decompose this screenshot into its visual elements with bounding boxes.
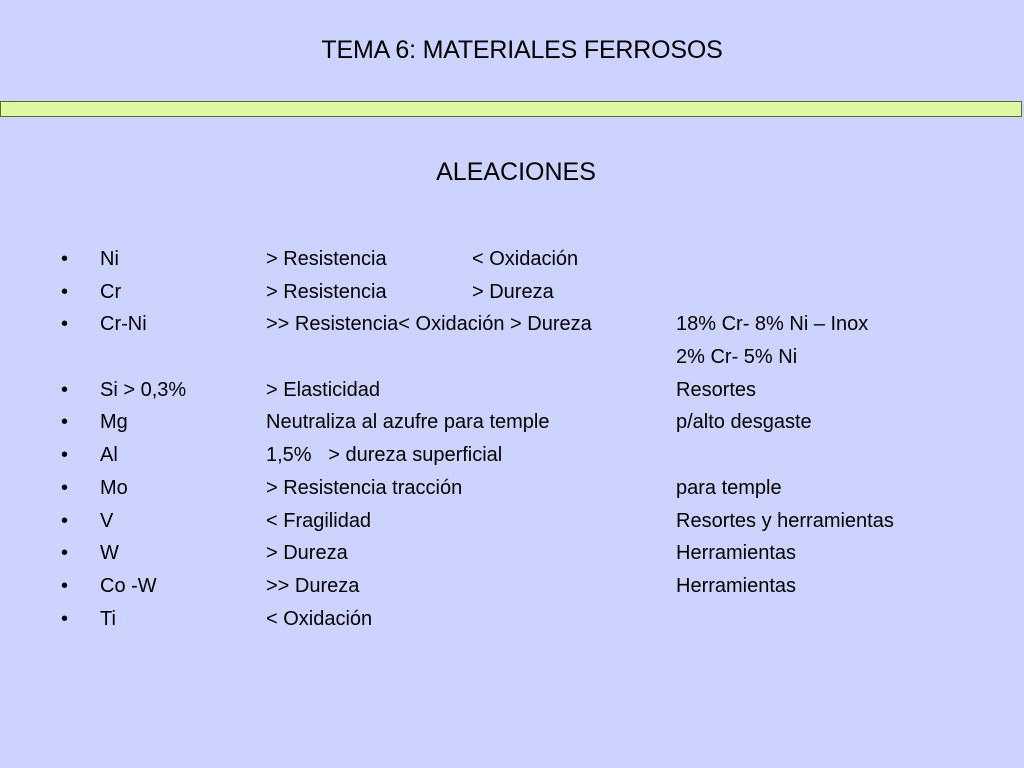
alloy-element: Cr <box>100 280 122 303</box>
alloy-element: Ti <box>100 607 116 630</box>
list-item <box>0 540 1024 573</box>
alloy-application: 18% Cr- 8% Ni – Inox <box>676 313 869 336</box>
bullet: • <box>61 444 69 467</box>
bullet: • <box>61 607 69 630</box>
alloy-effect: > Dureza <box>266 542 348 565</box>
alloy-element: W <box>100 542 119 565</box>
list-item <box>0 573 1024 606</box>
bullet: • <box>61 313 69 336</box>
list-item <box>0 508 1024 541</box>
alloy-effect: > Elasticidad <box>266 378 380 401</box>
alloy-effect-secondary: > Dureza <box>472 280 554 303</box>
alloy-element: Mo <box>100 476 128 499</box>
bullet: • <box>61 248 69 270</box>
alloy-effect: < Oxidación <box>266 607 373 630</box>
list-item <box>0 606 1024 639</box>
bullet: • <box>61 411 69 434</box>
list-item <box>0 409 1024 442</box>
alloy-application: p/alto desgaste <box>676 411 812 434</box>
divider-bar <box>0 101 1022 117</box>
alloy-element: Al <box>100 444 118 467</box>
alloy-effect: 1,5% > dureza superficial <box>266 444 503 467</box>
alloy-effect: < Fragilidad <box>266 509 372 532</box>
alloy-effect: > Resistencia <box>266 280 387 303</box>
alloy-element: Mg <box>100 411 128 434</box>
alloy-element: Co -W <box>100 574 157 597</box>
alloy-application: Herramientas <box>676 574 797 597</box>
alloy-effect: >> Resistencia< Oxidación > Dureza <box>266 313 592 336</box>
list-item <box>0 246 1024 279</box>
alloy-effect: >> Dureza <box>266 574 360 597</box>
alloy-element: Ni <box>100 248 119 270</box>
alloy-application: Herramientas <box>676 542 797 565</box>
list-item <box>0 279 1024 312</box>
bullet: • <box>61 476 69 499</box>
alloy-application: para temple <box>676 476 782 499</box>
alloy-effect: > Resistencia tracción <box>266 476 463 499</box>
alloy-element: V <box>100 509 114 532</box>
bullet: • <box>61 509 69 532</box>
section-title: ALEACIONES <box>436 158 596 186</box>
bullet: • <box>61 542 69 565</box>
slide-title: TEMA 6: MATERIALES FERROSOS <box>321 36 723 64</box>
bullet: • <box>61 378 69 401</box>
list-item <box>0 475 1024 508</box>
list-item <box>0 377 1024 410</box>
alloy-effect: Neutraliza al azufre para temple <box>266 411 550 434</box>
list-item <box>0 311 1024 344</box>
alloy-application: Resortes <box>676 378 757 401</box>
list-item <box>0 344 1024 377</box>
alloy-element: Si > 0,3% <box>100 378 187 401</box>
alloy-effect-secondary: < Oxidación <box>472 248 579 270</box>
bullet: • <box>61 574 69 597</box>
alloy-application: Resortes y herramientas <box>676 509 894 532</box>
alloy-effect: > Resistencia <box>266 248 387 270</box>
alloy-element: Cr-Ni <box>100 313 147 336</box>
alloy-list <box>0 246 1024 638</box>
alloy-application: 2% Cr- 5% Ni <box>676 346 798 369</box>
bullet: • <box>61 280 69 303</box>
list-item <box>0 442 1024 475</box>
